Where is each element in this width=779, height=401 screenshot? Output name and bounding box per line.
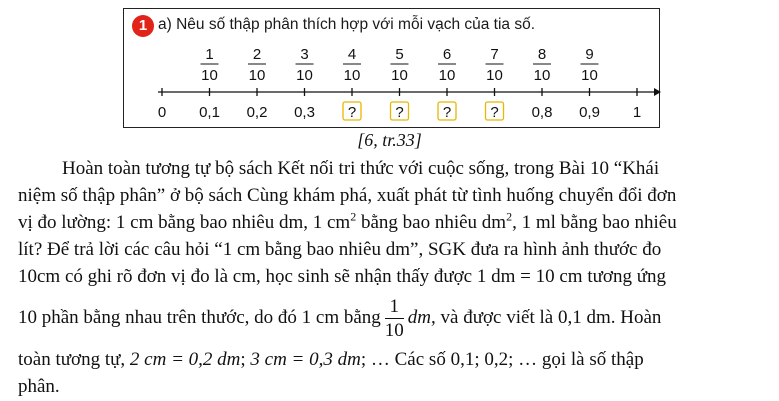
tick-label: ? — [395, 104, 404, 121]
fraction-denominator: 10 — [581, 67, 598, 84]
paragraph-text: , 1 ml bằng bao nhiêu — [512, 212, 677, 233]
fraction-denominator: 10 — [533, 67, 551, 84]
fraction-numerator: 4 — [347, 46, 357, 63]
paragraph-text: ; — [240, 349, 246, 370]
paragraph-text: , và được viết là 0,1 dm. Hoàn — [431, 307, 662, 328]
exercise-box — [123, 8, 660, 128]
paragraph-text: ; … Các số 0,1; 0,2; … gọi là số thập — [360, 349, 644, 370]
fraction-numerator: 6 — [442, 46, 452, 63]
fraction-numerator: 1 — [385, 297, 404, 319]
paragraph-text: bằng bao nhiêu dm — [356, 212, 507, 233]
fraction-numerator: 3 — [300, 46, 309, 63]
fraction-denominator: 10 — [486, 67, 503, 84]
paragraph-line-2: niệm số thập phân” ở bộ sách Cùng khám phá, xuất phát từ tình huống chuyển đổi đơn — [18, 185, 677, 206]
fraction-denominator: 10 — [248, 67, 266, 84]
fraction-denominator: 10 — [391, 67, 408, 84]
tick-label: 0,2 — [246, 104, 268, 121]
figure-caption: [6, tr.33] — [357, 130, 422, 150]
tick-label: 0 — [157, 104, 167, 121]
exercise-number-badge: 1 — [132, 15, 154, 37]
fraction-denominator: 10 — [201, 67, 218, 84]
math-expression: 3 cm = 0,3 dm — [250, 349, 361, 370]
paragraph-line-7 — [18, 346, 770, 373]
paragraph-line-1 — [18, 155, 770, 182]
tick-label: 0,8 — [531, 104, 553, 121]
tick-label: 0,9 — [579, 104, 600, 121]
paragraph-text: 10 phần bằng nhau trên thước, do đó 1 cm bằng — [18, 307, 381, 328]
fraction-numerator: 7 — [490, 46, 499, 63]
tick-label: 0,3 — [294, 104, 315, 121]
tick-label: 0,1 — [199, 104, 220, 121]
fraction-denominator: 10 — [384, 320, 404, 342]
fraction-denominator: 10 — [343, 67, 361, 84]
paragraph-text: toàn tương tự, — [18, 349, 126, 370]
fraction-denominator: 10 — [296, 67, 313, 84]
paragraph-line-8: phân. — [18, 376, 60, 397]
fraction-numerator: 8 — [537, 46, 547, 63]
inline-fraction — [385, 297, 404, 340]
number-line-arrow — [654, 88, 661, 96]
paragraph-line-3 — [18, 209, 770, 236]
paragraph-text: vị đo lường: 1 cm bằng bao nhiêu dm, 1 cm — [18, 212, 351, 233]
fraction-numerator: 5 — [395, 46, 404, 63]
fraction-numerator: 9 — [585, 46, 594, 63]
tick-label: ? — [490, 104, 499, 121]
math-unit: dm — [407, 307, 432, 328]
body-paragraph — [18, 155, 770, 400]
paragraph-line-6 — [18, 290, 770, 346]
paragraph-text: Hoàn toàn tương tự bộ sách Kết nối tri thức với cuộc sống, trong Bài 10 “Khái — [62, 158, 660, 179]
paragraph-line-5: 10cm có ghi rõ đơn vị đo là cm, học sinh sẽ nhận thấy được 1 dm = 10 cm tương ứng — [18, 266, 666, 287]
math-expression: 2 cm = 0,2 dm — [129, 349, 241, 370]
tick-label: ? — [442, 104, 452, 121]
exercise-question: a) Nêu số thập phân thích hợp với mỗi vạch của tia số. — [158, 16, 536, 33]
fraction-numerator: 2 — [252, 46, 262, 63]
superscript: 2 — [506, 209, 513, 224]
tick-label: ? — [347, 104, 357, 121]
fraction-denominator: 10 — [438, 67, 456, 84]
paragraph-line-4: lít? Để trả lời các câu hỏi “1 cm bằng bao nhiêu dm”, SGK đưa ra hình ảnh thước đo — [18, 239, 662, 260]
fraction-numerator: 1 — [205, 46, 214, 63]
tick-label: 1 — [632, 104, 642, 121]
number-line — [124, 9, 661, 129]
superscript: 2 — [350, 209, 357, 224]
